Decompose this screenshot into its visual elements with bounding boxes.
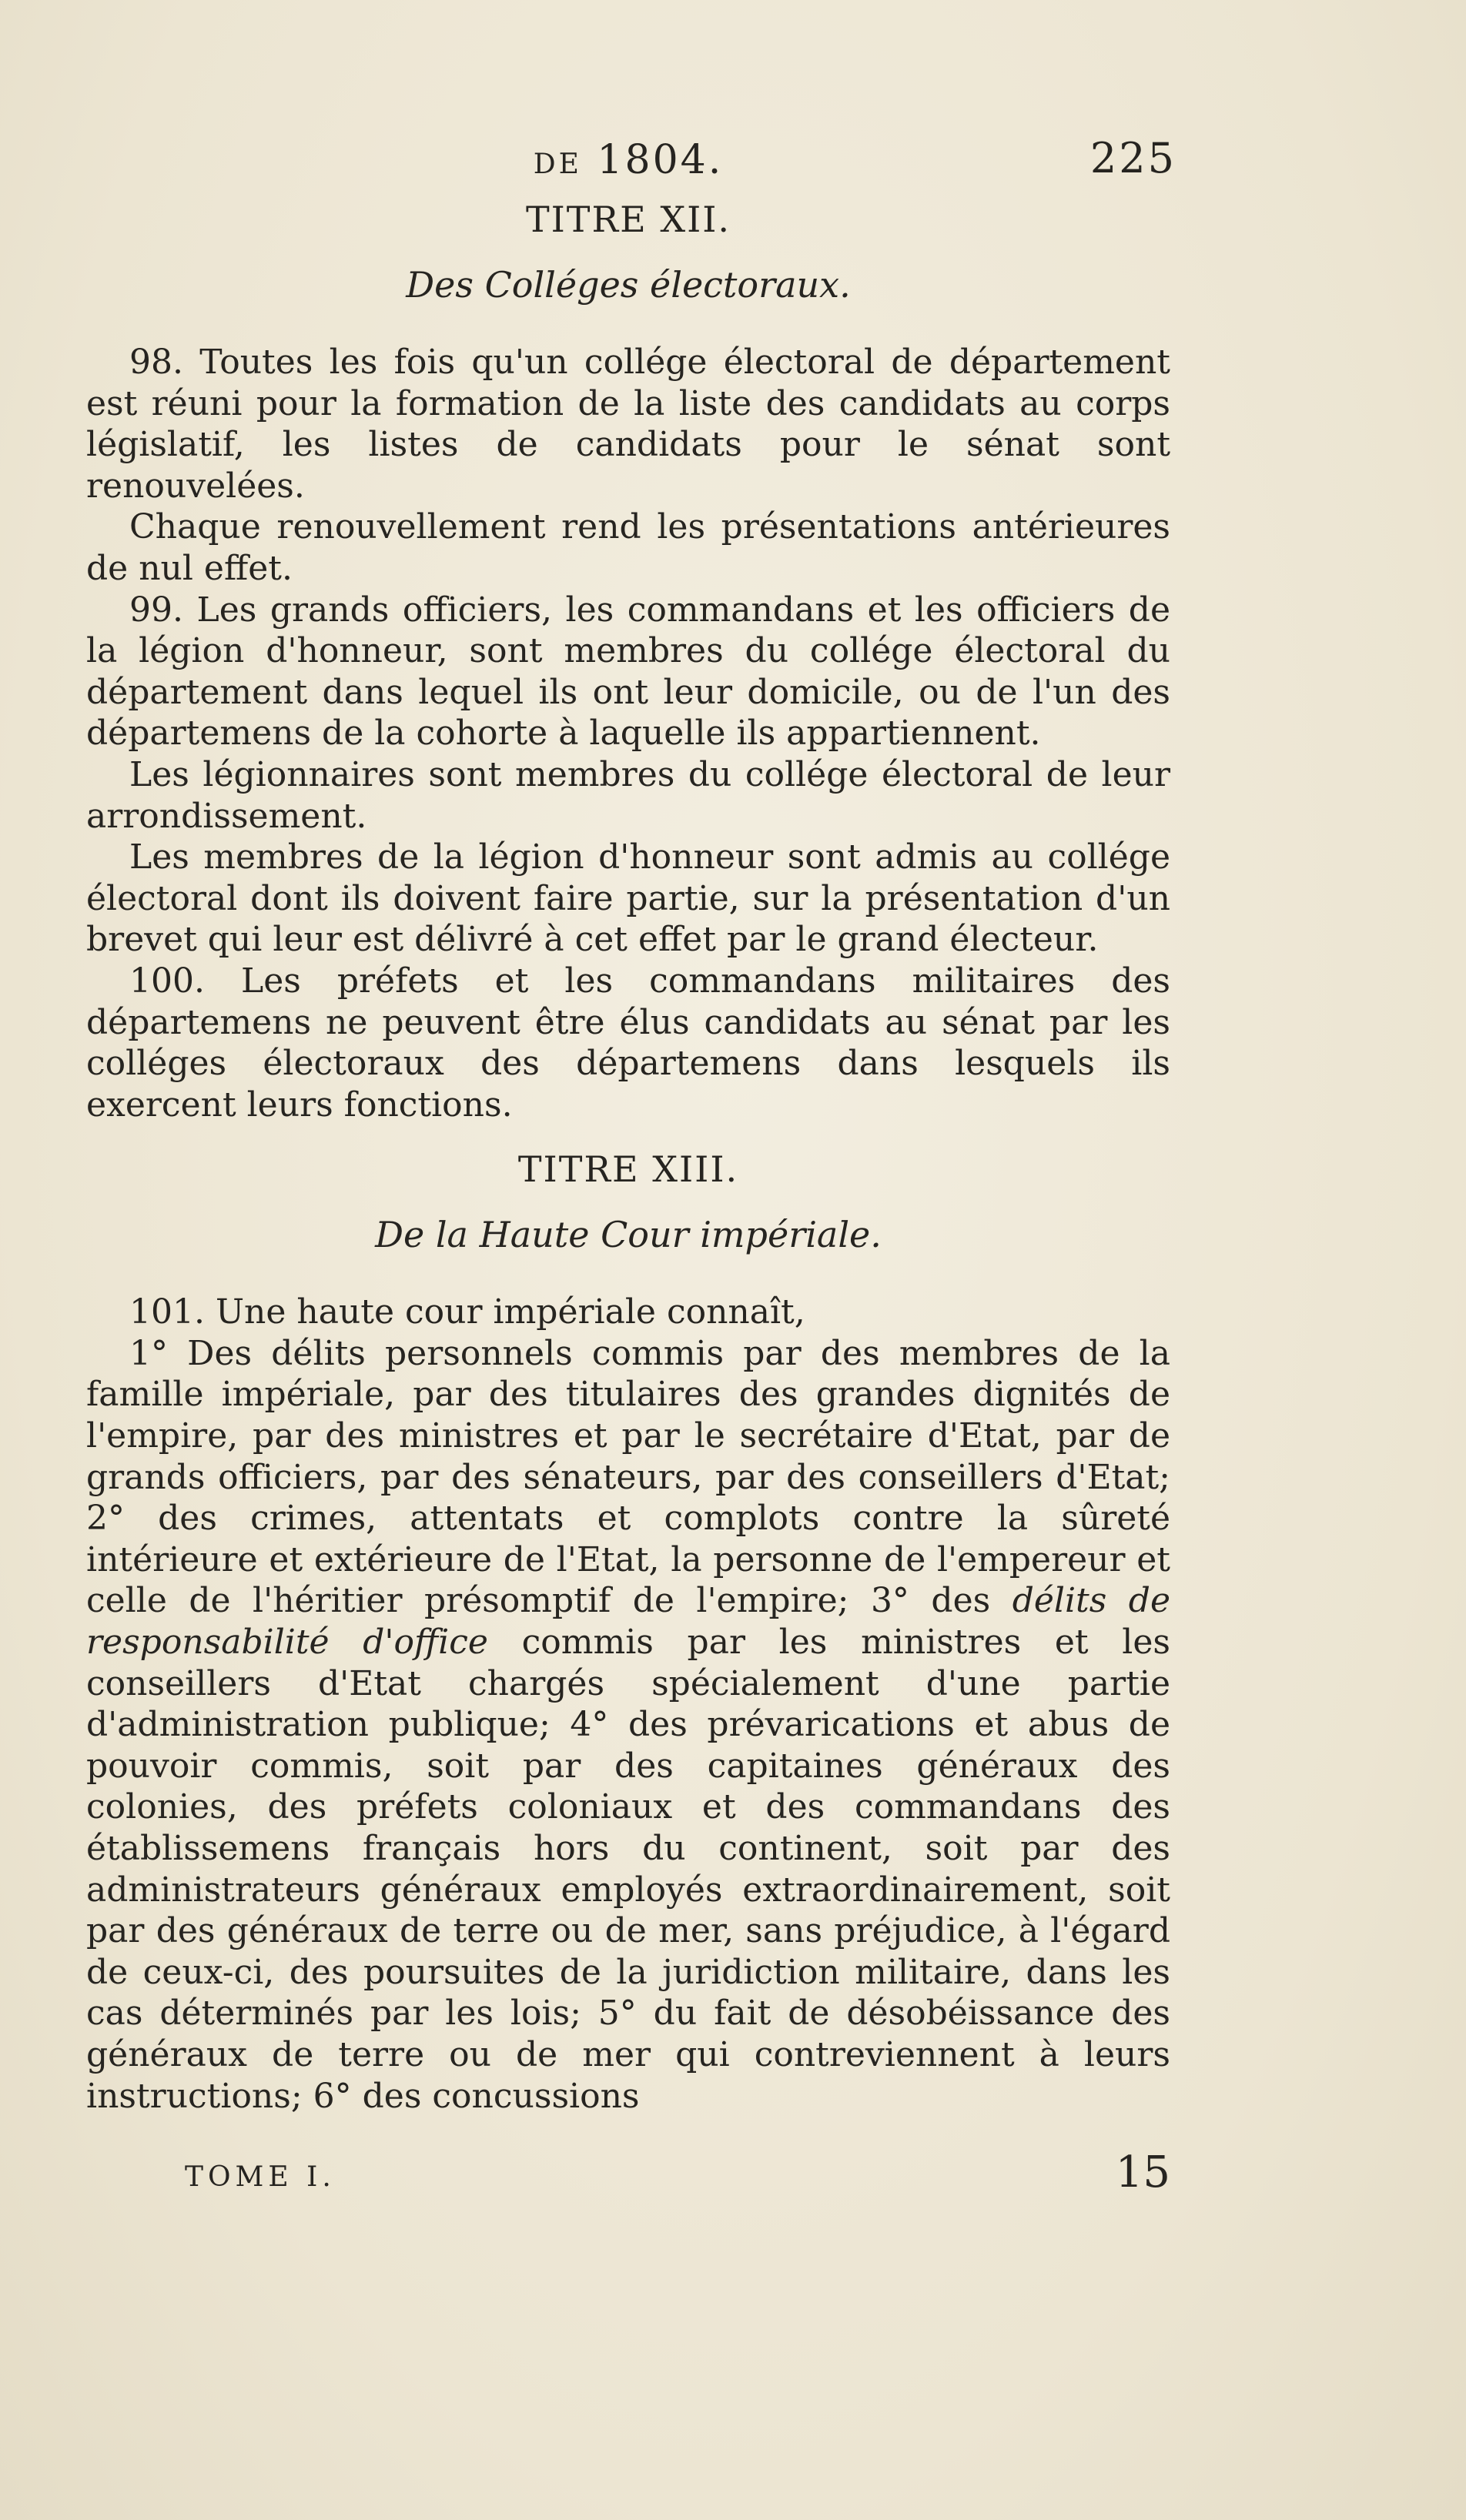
- section-title-xii: TITRE XII.: [525, 199, 731, 240]
- footer-signature-number: 15: [1115, 2147, 1170, 2197]
- article-101-text-2: commis par les ministres et les conseillers d'Etat chargés spécialement d'une partie d'administration publique; 4° des prévarications et abus de pouvoir commis, soit par des capitaines généraux des colonies, des préfets coloniaux et des commandans des établissemens français hors du continent, soit par des administrateurs généraux employés extraordinairement, soit par des généraux de terre ou de mer, sans préjudice, à l'égard de ceux-ci, des poursuites de la juridiction militaire, dans les cas déterminés par les lois; 5° du fait de désobéissance des généraux de terre ou de mer qui contreviennent à leurs instructions; 6° des concussions: [86, 1623, 1170, 2116]
- article-99-paragraph-3: Les membres de la légion d'honneur sont admis au collége électoral dont ils doivent faire partie, sur la présentation d'un brevet qui leur est délivré à cet effet par le grand électeur.: [86, 837, 1170, 960]
- article-101-list: [86, 1333, 1170, 2117]
- section-subtitle-xiii: De la Haute Cour impériale.: [375, 1214, 882, 1256]
- article-100: 100. Les préfets et les commandans militaires des départemens ne peuvent être élus candidats au sénat par les colléges électoraux des départemens dans lesquels ils exercent leurs fonctions.: [86, 961, 1170, 1125]
- running-head-de: DE: [533, 149, 582, 180]
- article-99: 99. Les grands officiers, les commandans et les officiers de la légion d'honneur, sont membres du collége électoral du département dans lequel ils ont leur domicile, ou de l'un des départemens de la cohorte à laquelle ils appartiennent.: [86, 590, 1170, 754]
- page-number: 225: [1089, 134, 1176, 182]
- footer-signature: TOME I.: [185, 2161, 336, 2193]
- article-98-paragraph-2: Chaque renouvellement rend les présentations antérieures de nul effet.: [86, 507, 1170, 588]
- running-head: [86, 131, 1176, 192]
- text-block: [86, 131, 1176, 2117]
- article-101-italic-term: délits de responsabilité d'office: [86, 1581, 1170, 1663]
- section-subtitle-xii: Des Colléges électoraux.: [406, 264, 851, 306]
- article-99-paragraph-2: Les légionnaires sont membres du collége électoral de leur arrondissement.: [86, 754, 1170, 836]
- page-footer: [185, 2147, 1170, 2201]
- running-head-title: [86, 137, 1170, 183]
- running-head-year: 1804.: [597, 137, 724, 183]
- article-101: 101. Une haute cour impériale connaît,: [129, 1292, 805, 1332]
- article-101-text-1: 1° Des délits personnels commis par des membres de la famille impériale, par des titulaires des grandes dignités de l'empire, par des ministres et par le secrétaire d'Etat, par de grands officiers, par des sénateurs, par des conseillers d'Etat; 2° des crimes, attentats et complots contre la sûreté intérieure et extérieure de l'Etat, la personne de l'empereur et celle de l'héritier présomptif de l'empire; 3° des: [86, 1333, 1170, 1621]
- article-98: 98. Toutes les fois qu'un collége électoral de département est réuni pour la formation de la liste des candidats au corps législatif, les listes de candidats pour le sénat sont renouvelées.: [86, 343, 1170, 506]
- section-title-xiii: TITRE XIII.: [517, 1148, 739, 1191]
